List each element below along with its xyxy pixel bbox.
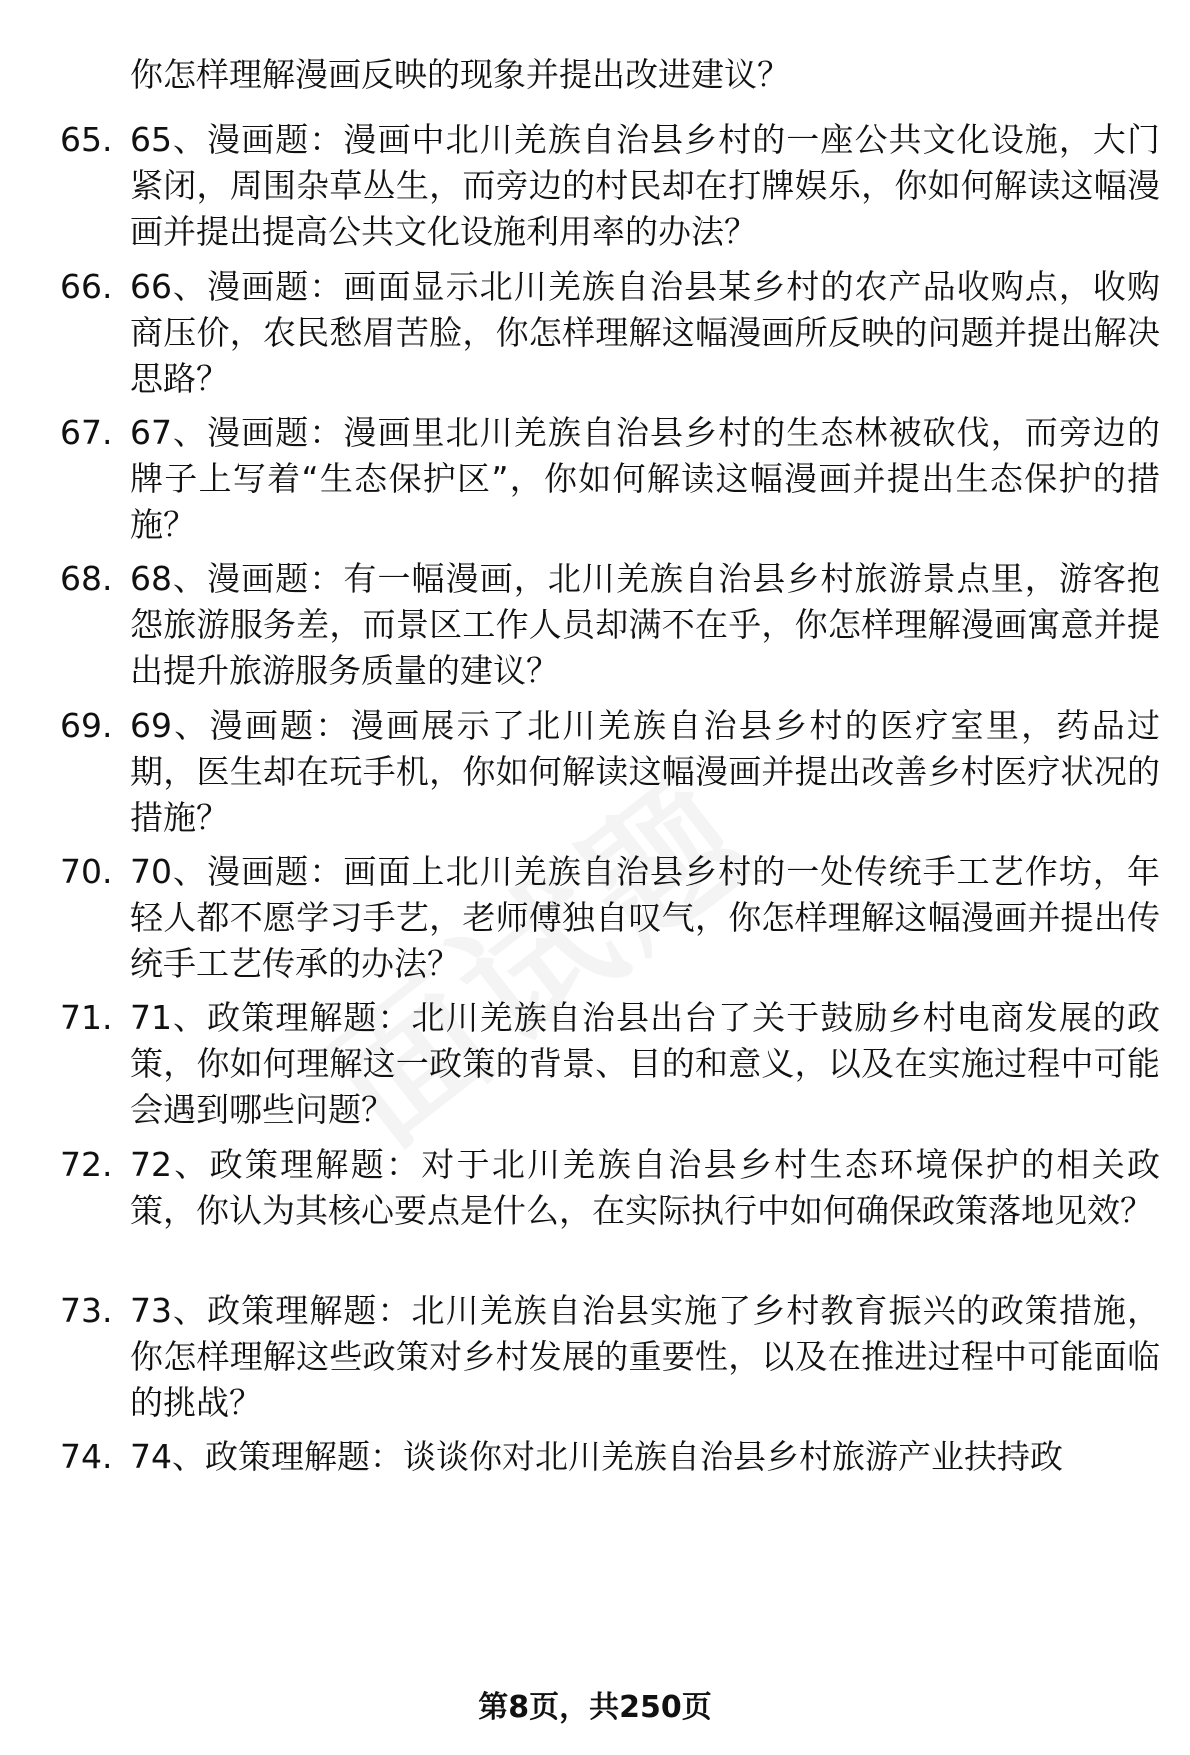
question-number: 69. [60,706,113,745]
question-number: 73. [60,1291,113,1330]
question-text: 73、政策理解题：北川羌族自治县实施了乡村教育振兴的政策措施，你怎样理解这些政策对乡村发展的重要性，以及在推进过程中可能面临的挑战？ [130,1291,1160,1422]
continued-question-text: 你怎样理解漫画反映的现象并提出改进建议？ [130,55,790,94]
question-text: 70、漫画题：画面上北川羌族自治县乡村的一处传统手工艺作坊，年轻人都不愿学习手艺，老师傅独自叹气，你怎样理解这幅漫画并提出传统手工艺传承的办法？ [130,852,1160,983]
question-number: 72. [60,1145,113,1184]
question-text: 66、漫画题：画面显示北川羌族自治县某乡村的农产品收购点，收购商压价，农民愁眉苦脸，你怎样理解这幅漫画所反映的问题并提出解决思路？ [130,267,1160,398]
page-footer: 第8页，共250页 [478,1690,712,1725]
question-number: 65. [60,120,113,159]
question-number: 66. [60,267,113,306]
question-text: 72、政策理解题：对于北川羌族自治县乡村生态环境保护的相关政策，你认为其核心要点是什么，在实际执行中如何确保政策落地见效？ [130,1145,1160,1230]
question-number: 67. [60,413,113,452]
question-text: 68、漫画题：有一幅漫画，北川羌族自治县乡村旅游景点里，游客抱怨旅游服务差，而景区工作人员却满不在乎，你怎样理解漫画寓意并提出提升旅游服务质量的建议？ [130,559,1160,690]
question-text: 74、政策理解题：谈谈你对北川羌族自治县乡村旅游产业扶持政 [130,1437,1063,1476]
question-text: 67、漫画题：漫画里北川羌族自治县乡村的生态林被砍伐，而旁边的牌子上写着“生态保护区”，你如何解读这幅漫画并提出生态保护的措施？ [130,413,1160,544]
question-number: 71. [60,998,113,1037]
question-number: 74. [60,1437,113,1476]
question-text: 65、漫画题：漫画中北川羌族自治县乡村的一座公共文化设施，大门紧闭，周围杂草丛生，而旁边的村民却在打牌娱乐，你如何解读这幅漫画并提出提高公共文化设施利用率的办法？ [130,120,1160,251]
question-number: 68. [60,559,113,598]
question-text: 71、政策理解题：北川羌族自治县出台了关于鼓励乡村电商发展的政策，你如何理解这一政策的背景、目的和意义，以及在实施过程中可能会遇到哪些问题？ [130,998,1160,1129]
question-number: 70. [60,852,113,891]
question-text: 69、漫画题：漫画展示了北川羌族自治县乡村的医疗室里，药品过期，医生却在玩手机，你如何解读这幅漫画并提出改善乡村医疗状况的措施？ [130,706,1160,837]
